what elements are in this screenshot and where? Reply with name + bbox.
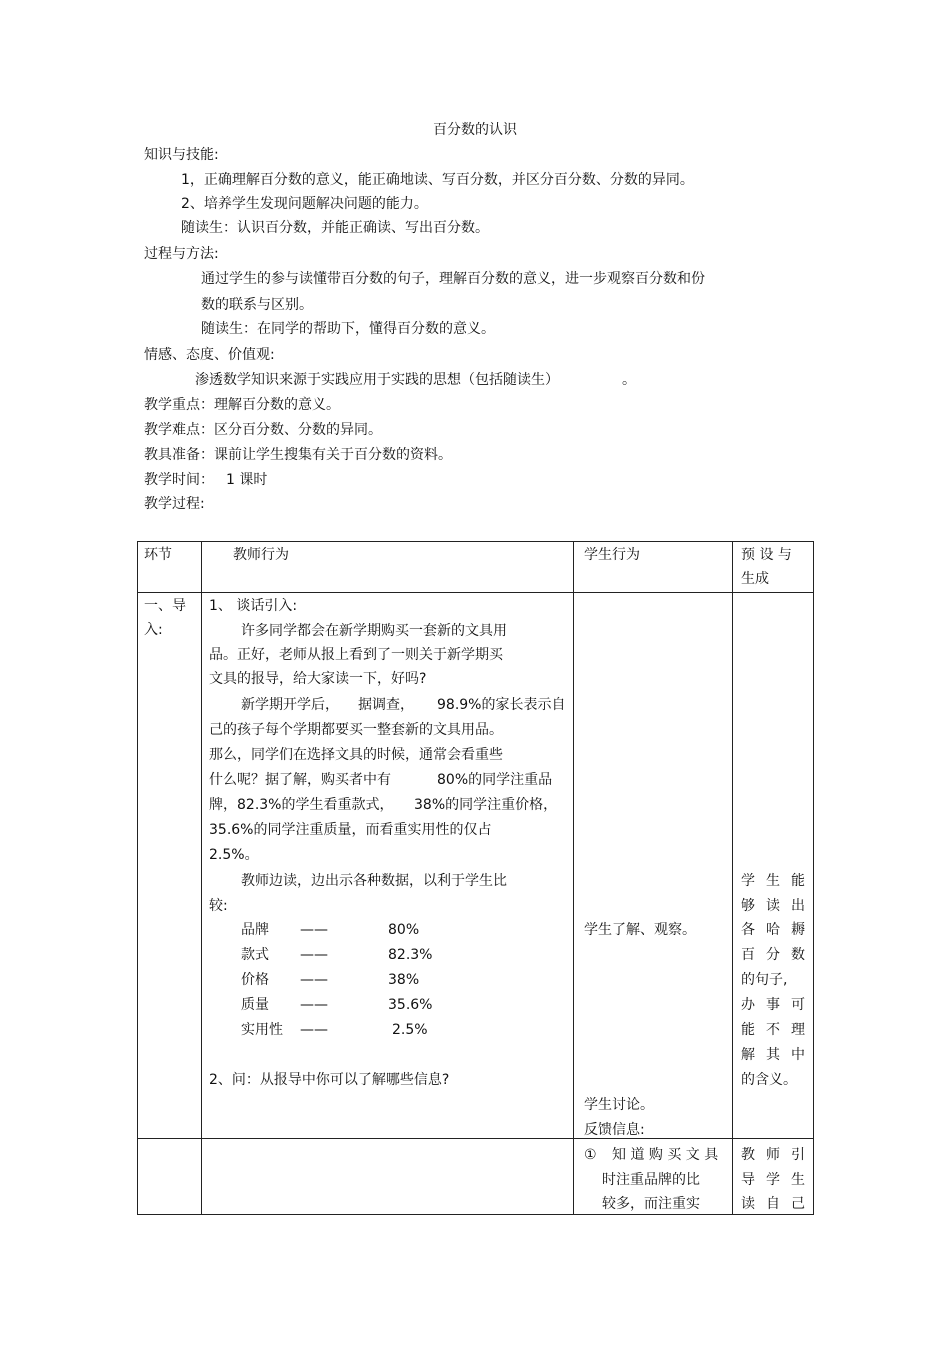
process-item-2: 数的联系与区别。 xyxy=(201,297,313,313)
stat-name: 实用性 xyxy=(241,1022,283,1038)
teacher-text-line: 许多同学都会在新学期购买一套新的文具用 xyxy=(241,623,507,639)
stat-value: 2.5% xyxy=(392,1022,428,1038)
stat-value: 82.3% xyxy=(388,947,433,963)
header-teacher: 教师行为 xyxy=(233,547,289,563)
stat-dash: —— xyxy=(300,1022,328,1038)
stat-dash: —— xyxy=(300,997,328,1013)
process-heading: 过程与方法: xyxy=(144,246,219,262)
process-item-3: 随读生：在同学的帮助下，懂得百分数的意义。 xyxy=(201,321,495,337)
emotion-heading: 情感、态度、价值观: xyxy=(144,347,275,363)
student-feedback-line: 时注重品牌的比 xyxy=(602,1172,700,1188)
emotion-item-1: 渗透数学知识来源于实践应用于实践的思想（包括随读生） xyxy=(195,372,559,388)
stage-label-line-2: 入: xyxy=(144,622,163,638)
teacher-text-line: 文具的报导，给大家读一下，好吗? xyxy=(209,671,427,687)
teacher-step-2-question: 2、问：从报导中你可以了解哪些信息? xyxy=(209,1072,450,1088)
stat-dash: —— xyxy=(300,922,328,938)
student-action: 学生了解、观察。 xyxy=(584,922,696,938)
stage-label-line-1: 一、导 xyxy=(144,598,186,614)
stat-dash: —— xyxy=(300,972,328,988)
header-expected-line-2: 生成 xyxy=(741,571,769,587)
teaching-preparation: 教具准备：课前让学生搜集有关于百分数的资料。 xyxy=(144,447,452,463)
stat-name: 价格 xyxy=(241,972,269,988)
header-expected-line-1: 预 设 与 xyxy=(741,547,792,563)
expected-text-line: 办 事 可 xyxy=(741,997,805,1013)
student-action: 学生讨论。 xyxy=(584,1097,654,1113)
teacher-text-line: 那么，同学们在选择文具的时候，通常会看重些 xyxy=(209,747,503,763)
stat-value: 35.6% xyxy=(388,997,433,1013)
expected-text-line: 导 学 生 xyxy=(741,1172,805,1188)
header-stage: 环节 xyxy=(144,547,172,563)
process-item-1: 通过学生的参与读懂带百分数的句子，理解百分数的意义，进一步观察百分数和份 xyxy=(201,271,705,287)
stat-dash: —— xyxy=(300,947,328,963)
stat-name: 款式 xyxy=(241,947,269,963)
expected-text-line: 各 哈 耨 xyxy=(741,922,805,938)
teacher-text-line: 80%的同学注重品 xyxy=(437,772,553,788)
expected-text-line: 解 其 中 xyxy=(741,1047,805,1063)
teaching-difficulty: 教学难点：区分百分数、分数的异同。 xyxy=(144,422,382,438)
knowledge-item-1: 1，正确理解百分数的意义，能正确地读、写百分数，并区分百分数、分数的异同。 xyxy=(181,172,694,188)
teaching-time-value: 1 课时 xyxy=(226,472,268,488)
teacher-text-line: 己的孩子每个学期都要买一整套新的文具用品。 xyxy=(209,722,503,738)
stat-value: 80% xyxy=(388,922,420,938)
teacher-text-line: 新学期开学后， xyxy=(241,697,339,713)
expected-text-line: 的含义。 xyxy=(741,1072,797,1088)
teacher-text-line: 教师边读，边出示各种数据，以利于学生比 xyxy=(241,873,507,889)
teacher-text-line: 品。正好，老师从报上看到了一则关于新学期买 xyxy=(209,647,503,663)
teacher-step-1-heading: 1、 谈话引入: xyxy=(209,598,298,614)
expected-text-line: 教 师 引 xyxy=(741,1147,805,1163)
teaching-time-label: 教学时间： xyxy=(144,472,214,488)
lesson-table xyxy=(137,541,814,1215)
stat-name: 质量 xyxy=(241,997,269,1013)
emotion-item-1-end: 。 xyxy=(622,372,636,388)
teacher-text-line: 98.9%的家长表示自 xyxy=(437,697,566,713)
expected-text-line: 能 不 理 xyxy=(741,1022,805,1038)
teacher-text-line: 35.6%的同学注重质量，而看重实用性的仅占 xyxy=(209,822,492,838)
teacher-text-line: 38%的同学注重价格， xyxy=(414,797,558,813)
knowledge-item-2: 2、培养学生发现问题解决问题的能力。 xyxy=(181,196,428,212)
teaching-focus: 教学重点：理解百分数的意义。 xyxy=(144,397,340,413)
student-feedback-line: 较多，而注重实 xyxy=(602,1196,700,1212)
student-feedback-marker: ① xyxy=(584,1147,597,1163)
expected-text-line: 百 分 数 xyxy=(741,947,805,963)
expected-text-line: 读 自 己 xyxy=(741,1196,805,1212)
stat-value: 38% xyxy=(388,972,420,988)
teacher-text-line: 据调查， xyxy=(358,697,414,713)
teacher-text-line: 2.5%。 xyxy=(209,847,259,863)
teacher-text-line: 什么呢？据了解，购买者中有 xyxy=(209,772,391,788)
header-student: 学生行为 xyxy=(584,547,640,563)
student-action: 反馈信息: xyxy=(584,1122,645,1138)
stat-name: 品牌 xyxy=(241,922,269,938)
student-feedback-line: 知 道 购 买 文 具 xyxy=(612,1147,719,1163)
expected-text-line: 够 读 出 xyxy=(741,898,805,914)
expected-text-line: 的句子, xyxy=(741,972,788,988)
teacher-text-line: 牌，82.3%的学生看重款式， xyxy=(209,797,394,813)
knowledge-item-3: 随读生：认识百分数，并能正确读、写出百分数。 xyxy=(181,220,489,236)
teacher-text-line: 较: xyxy=(209,898,228,914)
knowledge-heading: 知识与技能: xyxy=(144,147,219,163)
page-title: 百分数的认识 xyxy=(433,122,517,138)
expected-text-line: 学 生 能 xyxy=(741,873,805,889)
teaching-procedure-heading: 教学过程: xyxy=(144,496,205,512)
